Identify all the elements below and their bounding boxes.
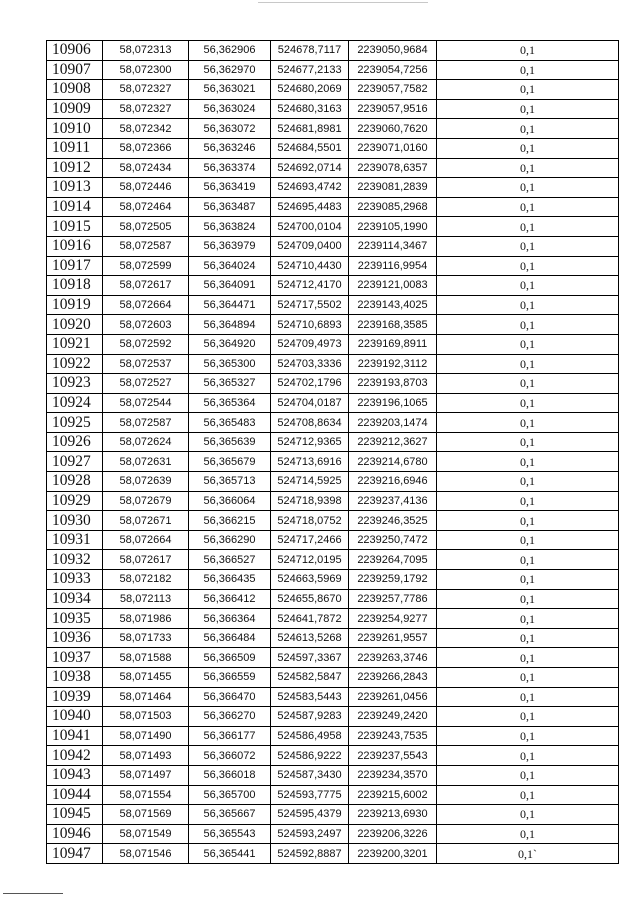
y-coordinate-cell: 2239213,6930 [349, 805, 437, 825]
y-coordinate-cell: 2239193,8703 [349, 374, 437, 394]
y-coordinate-cell: 2239237,5543 [349, 746, 437, 766]
latitude-cell: 58,071554 [103, 785, 189, 805]
latitude-cell: 58,071733 [103, 628, 189, 648]
accuracy-cell: 0,1 [437, 570, 619, 590]
x-coordinate-cell: 524684,5501 [271, 138, 349, 158]
accuracy-cell: 0,1 [437, 334, 619, 354]
x-coordinate-cell: 524587,9283 [271, 707, 349, 727]
latitude-cell: 58,072631 [103, 452, 189, 472]
accuracy-cell: 0,1 [437, 276, 619, 296]
x-coordinate-cell: 524712,9365 [271, 432, 349, 452]
x-coordinate-cell: 524712,0195 [271, 550, 349, 570]
latitude-cell: 58,072113 [103, 589, 189, 609]
point-number-cell: 10912 [47, 158, 103, 178]
y-coordinate-cell: 2239259,1792 [349, 570, 437, 590]
latitude-cell: 58,071546 [103, 844, 189, 864]
x-coordinate-cell: 524592,8887 [271, 844, 349, 864]
point-number-cell: 10935 [47, 609, 103, 629]
y-coordinate-cell: 2239263,3746 [349, 648, 437, 668]
longitude-cell: 56,365639 [189, 432, 271, 452]
longitude-cell: 56,364894 [189, 315, 271, 335]
table-row [47, 844, 619, 864]
point-number-cell: 10908 [47, 80, 103, 100]
accuracy-cell: 0,1 [437, 80, 619, 100]
longitude-cell: 56,365700 [189, 785, 271, 805]
point-number-cell: 10909 [47, 99, 103, 119]
table-row [47, 315, 619, 335]
point-number-cell: 10918 [47, 276, 103, 296]
table-row [47, 158, 619, 178]
y-coordinate-cell: 2239116,9954 [349, 256, 437, 276]
point-number-cell: 10933 [47, 570, 103, 590]
longitude-cell: 56,365300 [189, 354, 271, 374]
table-row [47, 256, 619, 276]
accuracy-cell: 0,1 [437, 41, 619, 61]
x-coordinate-cell: 524710,4430 [271, 256, 349, 276]
point-number-cell: 10942 [47, 746, 103, 766]
point-number-cell: 10924 [47, 393, 103, 413]
accuracy-cell: 0,1 [437, 315, 619, 335]
x-coordinate-cell: 524717,2466 [271, 530, 349, 550]
latitude-cell: 58,072366 [103, 138, 189, 158]
point-number-cell: 10906 [47, 41, 103, 61]
latitude-cell: 58,072182 [103, 570, 189, 590]
x-coordinate-cell: 524708,8634 [271, 413, 349, 433]
point-number-cell: 10940 [47, 707, 103, 727]
accuracy-cell: 0,1 [437, 726, 619, 746]
longitude-cell: 56,366270 [189, 707, 271, 727]
x-coordinate-cell: 524714,5925 [271, 472, 349, 492]
latitude-cell: 58,072527 [103, 374, 189, 394]
latitude-cell: 58,071464 [103, 687, 189, 707]
x-coordinate-cell: 524709,4973 [271, 334, 349, 354]
point-number-cell: 10938 [47, 668, 103, 688]
point-number-cell: 10910 [47, 119, 103, 139]
y-coordinate-cell: 2239214,6780 [349, 452, 437, 472]
accuracy-cell: 0,1 [437, 530, 619, 550]
y-coordinate-cell: 2239250,7472 [349, 530, 437, 550]
table-row [47, 707, 619, 727]
y-coordinate-cell: 2239216,6946 [349, 472, 437, 492]
y-coordinate-cell: 2239169,8911 [349, 334, 437, 354]
table-row [47, 99, 619, 119]
latitude-cell: 58,072537 [103, 354, 189, 374]
latitude-cell: 58,072327 [103, 80, 189, 100]
accuracy-cell: 0,1 [437, 687, 619, 707]
point-number-cell: 10932 [47, 550, 103, 570]
y-coordinate-cell: 2239206,3226 [349, 824, 437, 844]
top-rule [258, 2, 428, 3]
table-row [47, 41, 619, 61]
latitude-cell: 58,071569 [103, 805, 189, 825]
point-number-cell: 10925 [47, 413, 103, 433]
longitude-cell: 56,366509 [189, 648, 271, 668]
latitude-cell: 58,072679 [103, 491, 189, 511]
table-row [47, 824, 619, 844]
x-coordinate-cell: 524655,8670 [271, 589, 349, 609]
latitude-cell: 58,072639 [103, 472, 189, 492]
latitude-cell: 58,072603 [103, 315, 189, 335]
point-number-cell: 10922 [47, 354, 103, 374]
point-number-cell: 10928 [47, 472, 103, 492]
longitude-cell: 56,366435 [189, 570, 271, 590]
accuracy-cell: 0,1 [437, 609, 619, 629]
latitude-cell: 58,071588 [103, 648, 189, 668]
latitude-cell: 58,072617 [103, 276, 189, 296]
accuracy-cell: 0,1 [437, 295, 619, 315]
y-coordinate-cell: 2239200,3201 [349, 844, 437, 864]
x-coordinate-cell: 524702,1796 [271, 374, 349, 394]
longitude-cell: 56,365679 [189, 452, 271, 472]
x-coordinate-cell: 524710,6893 [271, 315, 349, 335]
latitude-cell: 58,072342 [103, 119, 189, 139]
accuracy-cell: 0,1 [437, 178, 619, 198]
y-coordinate-cell: 2239261,9557 [349, 628, 437, 648]
accuracy-cell: 0,1 [437, 99, 619, 119]
table-row [47, 374, 619, 394]
table-row [47, 550, 619, 570]
y-coordinate-cell: 2239215,6002 [349, 785, 437, 805]
y-coordinate-cell: 2239121,0083 [349, 276, 437, 296]
table-row [47, 138, 619, 158]
table-row [47, 334, 619, 354]
y-coordinate-cell: 2239196,1065 [349, 393, 437, 413]
longitude-cell: 56,366215 [189, 511, 271, 531]
latitude-cell: 58,072592 [103, 334, 189, 354]
longitude-cell: 56,366177 [189, 726, 271, 746]
accuracy-cell: 0,1 [437, 197, 619, 217]
latitude-cell: 58,072300 [103, 60, 189, 80]
longitude-cell: 56,365483 [189, 413, 271, 433]
y-coordinate-cell: 2239054,7256 [349, 60, 437, 80]
accuracy-cell: 0,1 [437, 236, 619, 256]
y-coordinate-cell: 2239254,9277 [349, 609, 437, 629]
point-number-cell: 10937 [47, 648, 103, 668]
table-row [47, 668, 619, 688]
accuracy-cell: 0,1 [437, 589, 619, 609]
table-row [47, 805, 619, 825]
accuracy-cell: 0,1 [437, 668, 619, 688]
x-coordinate-cell: 524593,7775 [271, 785, 349, 805]
point-number-cell: 10930 [47, 511, 103, 531]
y-coordinate-cell: 2239257,7786 [349, 589, 437, 609]
y-coordinate-cell: 2239266,2843 [349, 668, 437, 688]
x-coordinate-cell: 524582,5847 [271, 668, 349, 688]
y-coordinate-cell: 2239057,7582 [349, 80, 437, 100]
table-row [47, 60, 619, 80]
latitude-cell: 58,072464 [103, 197, 189, 217]
longitude-cell: 56,365327 [189, 374, 271, 394]
accuracy-cell: 0,1 [437, 491, 619, 511]
x-coordinate-cell: 524677,2133 [271, 60, 349, 80]
x-coordinate-cell: 524587,3430 [271, 765, 349, 785]
x-coordinate-cell: 524718,9398 [271, 491, 349, 511]
x-coordinate-cell: 524681,8981 [271, 119, 349, 139]
point-number-cell: 10914 [47, 197, 103, 217]
x-coordinate-cell: 524593,2497 [271, 824, 349, 844]
y-coordinate-cell: 2239114,3467 [349, 236, 437, 256]
longitude-cell: 56,366412 [189, 589, 271, 609]
longitude-cell: 56,365543 [189, 824, 271, 844]
bottom-rule [3, 893, 63, 894]
point-number-cell: 10944 [47, 785, 103, 805]
accuracy-cell: 0,1 [437, 393, 619, 413]
table-row [47, 393, 619, 413]
latitude-cell: 58,072434 [103, 158, 189, 178]
longitude-cell: 56,363374 [189, 158, 271, 178]
longitude-cell: 56,363246 [189, 138, 271, 158]
point-number-cell: 10931 [47, 530, 103, 550]
point-number-cell: 10929 [47, 491, 103, 511]
x-coordinate-cell: 524597,3367 [271, 648, 349, 668]
longitude-cell: 56,363979 [189, 236, 271, 256]
latitude-cell: 58,072505 [103, 217, 189, 237]
table-row [47, 236, 619, 256]
x-coordinate-cell: 524717,5502 [271, 295, 349, 315]
accuracy-cell: 0,1 [437, 472, 619, 492]
table-row [47, 178, 619, 198]
accuracy-cell: 0,1 [437, 432, 619, 452]
point-number-cell: 10943 [47, 765, 103, 785]
y-coordinate-cell: 2239243,7535 [349, 726, 437, 746]
x-coordinate-cell: 524678,7117 [271, 41, 349, 61]
longitude-cell: 56,366064 [189, 491, 271, 511]
point-number-cell: 10913 [47, 178, 103, 198]
table-row [47, 295, 619, 315]
longitude-cell: 56,366290 [189, 530, 271, 550]
point-number-cell: 10947 [47, 844, 103, 864]
longitude-cell: 56,366364 [189, 609, 271, 629]
x-coordinate-cell: 524680,2069 [271, 80, 349, 100]
y-coordinate-cell: 2239249,2420 [349, 707, 437, 727]
latitude-cell: 58,071503 [103, 707, 189, 727]
point-number-cell: 10920 [47, 315, 103, 335]
table-row [47, 80, 619, 100]
table-row [47, 413, 619, 433]
point-number-cell: 10916 [47, 236, 103, 256]
longitude-cell: 56,365364 [189, 393, 271, 413]
y-coordinate-cell: 2239261,0456 [349, 687, 437, 707]
latitude-cell: 58,071455 [103, 668, 189, 688]
longitude-cell: 56,366559 [189, 668, 271, 688]
longitude-cell: 56,366527 [189, 550, 271, 570]
accuracy-cell: 0,1 [437, 805, 619, 825]
x-coordinate-cell: 524586,4958 [271, 726, 349, 746]
table-row [47, 276, 619, 296]
longitude-cell: 56,366470 [189, 687, 271, 707]
latitude-cell: 58,072664 [103, 295, 189, 315]
point-number-cell: 10945 [47, 805, 103, 825]
table-row [47, 628, 619, 648]
y-coordinate-cell: 2239234,3570 [349, 765, 437, 785]
latitude-cell: 58,071497 [103, 765, 189, 785]
table-row [47, 785, 619, 805]
point-number-cell: 10923 [47, 374, 103, 394]
point-number-cell: 10926 [47, 432, 103, 452]
accuracy-cell: 0,1 [437, 550, 619, 570]
y-coordinate-cell: 2239212,3627 [349, 432, 437, 452]
latitude-cell: 58,072624 [103, 432, 189, 452]
table-row [47, 217, 619, 237]
longitude-cell: 56,363824 [189, 217, 271, 237]
y-coordinate-cell: 2239168,3585 [349, 315, 437, 335]
y-coordinate-cell: 2239203,1474 [349, 413, 437, 433]
x-coordinate-cell: 524693,4742 [271, 178, 349, 198]
accuracy-cell: 0,1 [437, 217, 619, 237]
accuracy-cell: 0,1 [437, 707, 619, 727]
y-coordinate-cell: 2239078,6357 [349, 158, 437, 178]
table-row [47, 511, 619, 531]
table-row [47, 491, 619, 511]
x-coordinate-cell: 524695,4483 [271, 197, 349, 217]
point-number-cell: 10911 [47, 138, 103, 158]
x-coordinate-cell: 524692,0714 [271, 158, 349, 178]
accuracy-cell: 0,1 [437, 765, 619, 785]
x-coordinate-cell: 524663,5969 [271, 570, 349, 590]
point-number-cell: 10917 [47, 256, 103, 276]
table-row [47, 432, 619, 452]
y-coordinate-cell: 2239264,7095 [349, 550, 437, 570]
accuracy-cell: 0,1` [437, 844, 619, 864]
x-coordinate-cell: 524700,0104 [271, 217, 349, 237]
accuracy-cell: 0,1 [437, 746, 619, 766]
coordinates-table [46, 40, 619, 864]
accuracy-cell: 0,1 [437, 452, 619, 472]
point-number-cell: 10919 [47, 295, 103, 315]
x-coordinate-cell: 524718,0752 [271, 511, 349, 531]
y-coordinate-cell: 2239246,3525 [349, 511, 437, 531]
longitude-cell: 56,363419 [189, 178, 271, 198]
longitude-cell: 56,363072 [189, 119, 271, 139]
accuracy-cell: 0,1 [437, 119, 619, 139]
latitude-cell: 58,072446 [103, 178, 189, 198]
point-number-cell: 10936 [47, 628, 103, 648]
table-row [47, 687, 619, 707]
point-number-cell: 10946 [47, 824, 103, 844]
table-row [47, 589, 619, 609]
accuracy-cell: 0,1 [437, 374, 619, 394]
accuracy-cell: 0,1 [437, 256, 619, 276]
accuracy-cell: 0,1 [437, 158, 619, 178]
x-coordinate-cell: 524595,4379 [271, 805, 349, 825]
y-coordinate-cell: 2239192,3112 [349, 354, 437, 374]
latitude-cell: 58,072587 [103, 236, 189, 256]
point-number-cell: 10934 [47, 589, 103, 609]
x-coordinate-cell: 524680,3163 [271, 99, 349, 119]
y-coordinate-cell: 2239085,2968 [349, 197, 437, 217]
accuracy-cell: 0,1 [437, 413, 619, 433]
table-row [47, 746, 619, 766]
x-coordinate-cell: 524586,9222 [271, 746, 349, 766]
y-coordinate-cell: 2239143,4025 [349, 295, 437, 315]
x-coordinate-cell: 524641,7872 [271, 609, 349, 629]
coordinates-table-body [47, 41, 619, 864]
table-row [47, 530, 619, 550]
longitude-cell: 56,363487 [189, 197, 271, 217]
y-coordinate-cell: 2239081,2839 [349, 178, 437, 198]
longitude-cell: 56,364471 [189, 295, 271, 315]
accuracy-cell: 0,1 [437, 511, 619, 531]
x-coordinate-cell: 524613,5268 [271, 628, 349, 648]
table-row [47, 472, 619, 492]
accuracy-cell: 0,1 [437, 60, 619, 80]
point-number-cell: 10907 [47, 60, 103, 80]
y-coordinate-cell: 2239050,9684 [349, 41, 437, 61]
longitude-cell: 56,363021 [189, 80, 271, 100]
latitude-cell: 58,072327 [103, 99, 189, 119]
x-coordinate-cell: 524709,0400 [271, 236, 349, 256]
longitude-cell: 56,365713 [189, 472, 271, 492]
y-coordinate-cell: 2239071,0160 [349, 138, 437, 158]
table-row [47, 119, 619, 139]
longitude-cell: 56,363024 [189, 99, 271, 119]
table-row [47, 197, 619, 217]
x-coordinate-cell: 524704,0187 [271, 393, 349, 413]
longitude-cell: 56,364024 [189, 256, 271, 276]
latitude-cell: 58,071490 [103, 726, 189, 746]
longitude-cell: 56,366072 [189, 746, 271, 766]
x-coordinate-cell: 524703,3336 [271, 354, 349, 374]
latitude-cell: 58,072544 [103, 393, 189, 413]
latitude-cell: 58,072671 [103, 511, 189, 531]
accuracy-cell: 0,1 [437, 824, 619, 844]
table-row [47, 765, 619, 785]
table-row [47, 648, 619, 668]
point-number-cell: 10941 [47, 726, 103, 746]
accuracy-cell: 0,1 [437, 138, 619, 158]
point-number-cell: 10927 [47, 452, 103, 472]
x-coordinate-cell: 524712,4170 [271, 276, 349, 296]
point-number-cell: 10921 [47, 334, 103, 354]
x-coordinate-cell: 524583,5443 [271, 687, 349, 707]
longitude-cell: 56,365667 [189, 805, 271, 825]
longitude-cell: 56,362970 [189, 60, 271, 80]
longitude-cell: 56,365441 [189, 844, 271, 864]
accuracy-cell: 0,1 [437, 628, 619, 648]
table-row [47, 354, 619, 374]
latitude-cell: 58,072617 [103, 550, 189, 570]
table-row [47, 609, 619, 629]
table-row [47, 452, 619, 472]
longitude-cell: 56,364091 [189, 276, 271, 296]
longitude-cell: 56,366484 [189, 628, 271, 648]
latitude-cell: 58,071986 [103, 609, 189, 629]
latitude-cell: 58,072664 [103, 530, 189, 550]
y-coordinate-cell: 2239060,7620 [349, 119, 437, 139]
latitude-cell: 58,071549 [103, 824, 189, 844]
table-row [47, 570, 619, 590]
point-number-cell: 10915 [47, 217, 103, 237]
latitude-cell: 58,072313 [103, 41, 189, 61]
x-coordinate-cell: 524713,6916 [271, 452, 349, 472]
longitude-cell: 56,364920 [189, 334, 271, 354]
accuracy-cell: 0,1 [437, 354, 619, 374]
latitude-cell: 58,072587 [103, 413, 189, 433]
y-coordinate-cell: 2239057,9516 [349, 99, 437, 119]
longitude-cell: 56,366018 [189, 765, 271, 785]
y-coordinate-cell: 2239237,4136 [349, 491, 437, 511]
accuracy-cell: 0,1 [437, 785, 619, 805]
accuracy-cell: 0,1 [437, 648, 619, 668]
latitude-cell: 58,072599 [103, 256, 189, 276]
table-row [47, 726, 619, 746]
point-number-cell: 10939 [47, 687, 103, 707]
longitude-cell: 56,362906 [189, 41, 271, 61]
y-coordinate-cell: 2239105,1990 [349, 217, 437, 237]
latitude-cell: 58,071493 [103, 746, 189, 766]
